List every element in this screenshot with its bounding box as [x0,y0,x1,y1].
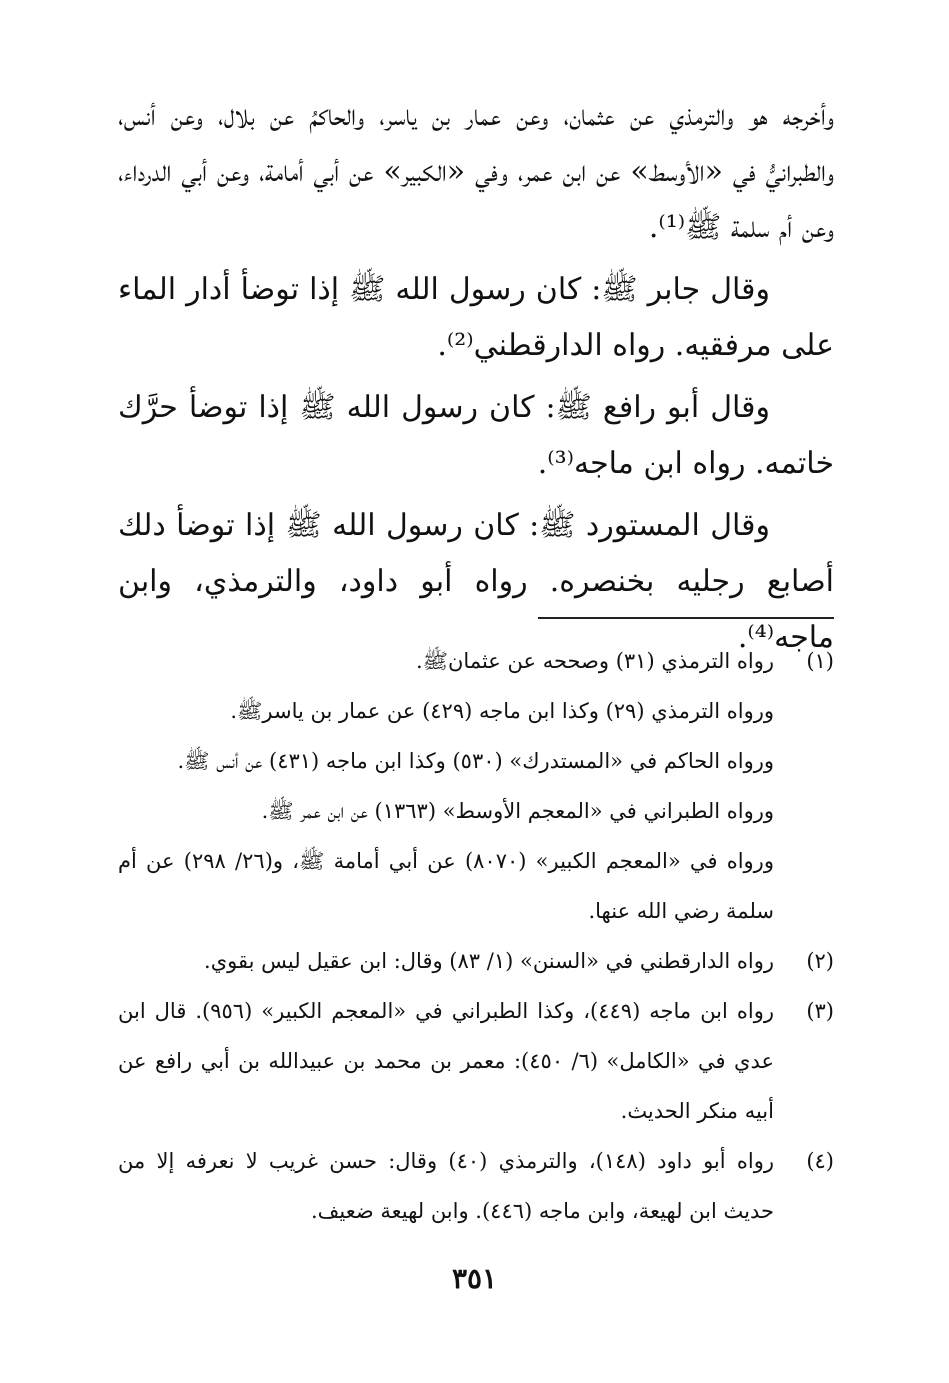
footnote-line: ورواه في «المعجم الكبير» (٨٠٧٠) عن أبي أمامة ﷺ، و(٢٦/ ٢٩٨) عن أم سلمة رضي الله عنها. [118,849,774,923]
main-text [118,88,834,672]
paragraph: وقال جابر ﷺ: كان رسول الله ﷺ إذا توضأ أدار الماء على مرفقيه. رواه الدارقطني⁽²⁾. [118,272,834,363]
footnote [118,936,834,986]
page-number: ٣٥١ [451,1262,498,1295]
footnote-separator [538,617,834,619]
footnote-line: رواه الدارقطني في «السنن» (١/ ٨٣) وقال: ابن عقيل ليس بقوي. [204,949,774,973]
footnote-number: (٤) [806,1149,834,1173]
footnotes [118,636,834,1236]
paragraph: وأخرجه هو والترمذي عن عثمان، وعن عمار بن ياسر، والحاكمُ عن بلال، وعن أنس، والطبرانيُّ في «الأوسط» عن ابن عمر، وفي «الكبير» عن أبي أمامة، وعن أبي الدرداء، وعن أم سلمة ﷺ⁽¹⁾. [118,98,834,245]
footnote-body [118,1136,774,1236]
footnote-number: (٢) [806,949,834,973]
footnote-number: (١) [806,649,834,673]
paragraph: وقال أبو رافع ﷺ: كان رسول الله ﷺ إذا توضأ حرَّك خاتمه. رواه ابن ماجه⁽³⁾. [118,390,834,481]
footnote-body [118,636,774,936]
footnote-line: رواه الترمذي (٣١) وصححه عن عثمانﷺ. [415,649,774,673]
footnote-number: (٣) [806,999,834,1023]
footnote [118,636,834,936]
footnote-body [118,986,774,1136]
footnote-line: ورواه الحاكم في «المستدرك» (٥٣٠) وكذا ابن ماجه (٤٣١) عن أنس ﷺ. [177,749,774,773]
footnote-line: رواه أبو داود (١٤٨)، والترمذي (٤٠) وقال: حسن غريب لا نعرفه إلا من حديث ابن لهيعة، وابن ماجه (٤٤٦). وابن لهيعة ضعيف. [118,1149,774,1223]
footnote-line: ورواه الترمذي (٢٩) وكذا ابن ماجه (٤٢٩) عن عمار بن ياسرﷺ. [230,699,774,723]
paragraph: وقال المستورد ﷺ: كان رسول الله ﷺ إذا توضأ دلك أصابع رجليه بخنصره. رواه أبو داود، والترمذي، وابن ماجه⁽⁴⁾. [118,508,834,655]
footnote [118,1136,834,1236]
footnote [118,986,834,1136]
footnote-body [118,936,774,986]
footnote-line: رواه ابن ماجه (٤٤٩)، وكذا الطبراني في «المعجم الكبير» (٩٥٦). قال ابن عدي في «الكامل» (٦/ ٤٥٠): معمر بن محمد بن عبيدالله بن أبي رافع عن أبيه منكر الحديث. [118,999,774,1123]
footnote-line: ورواه الطبراني في «المعجم الأوسط» (١٣٦٣) عن ابن عمر ﷺ. [261,799,774,823]
